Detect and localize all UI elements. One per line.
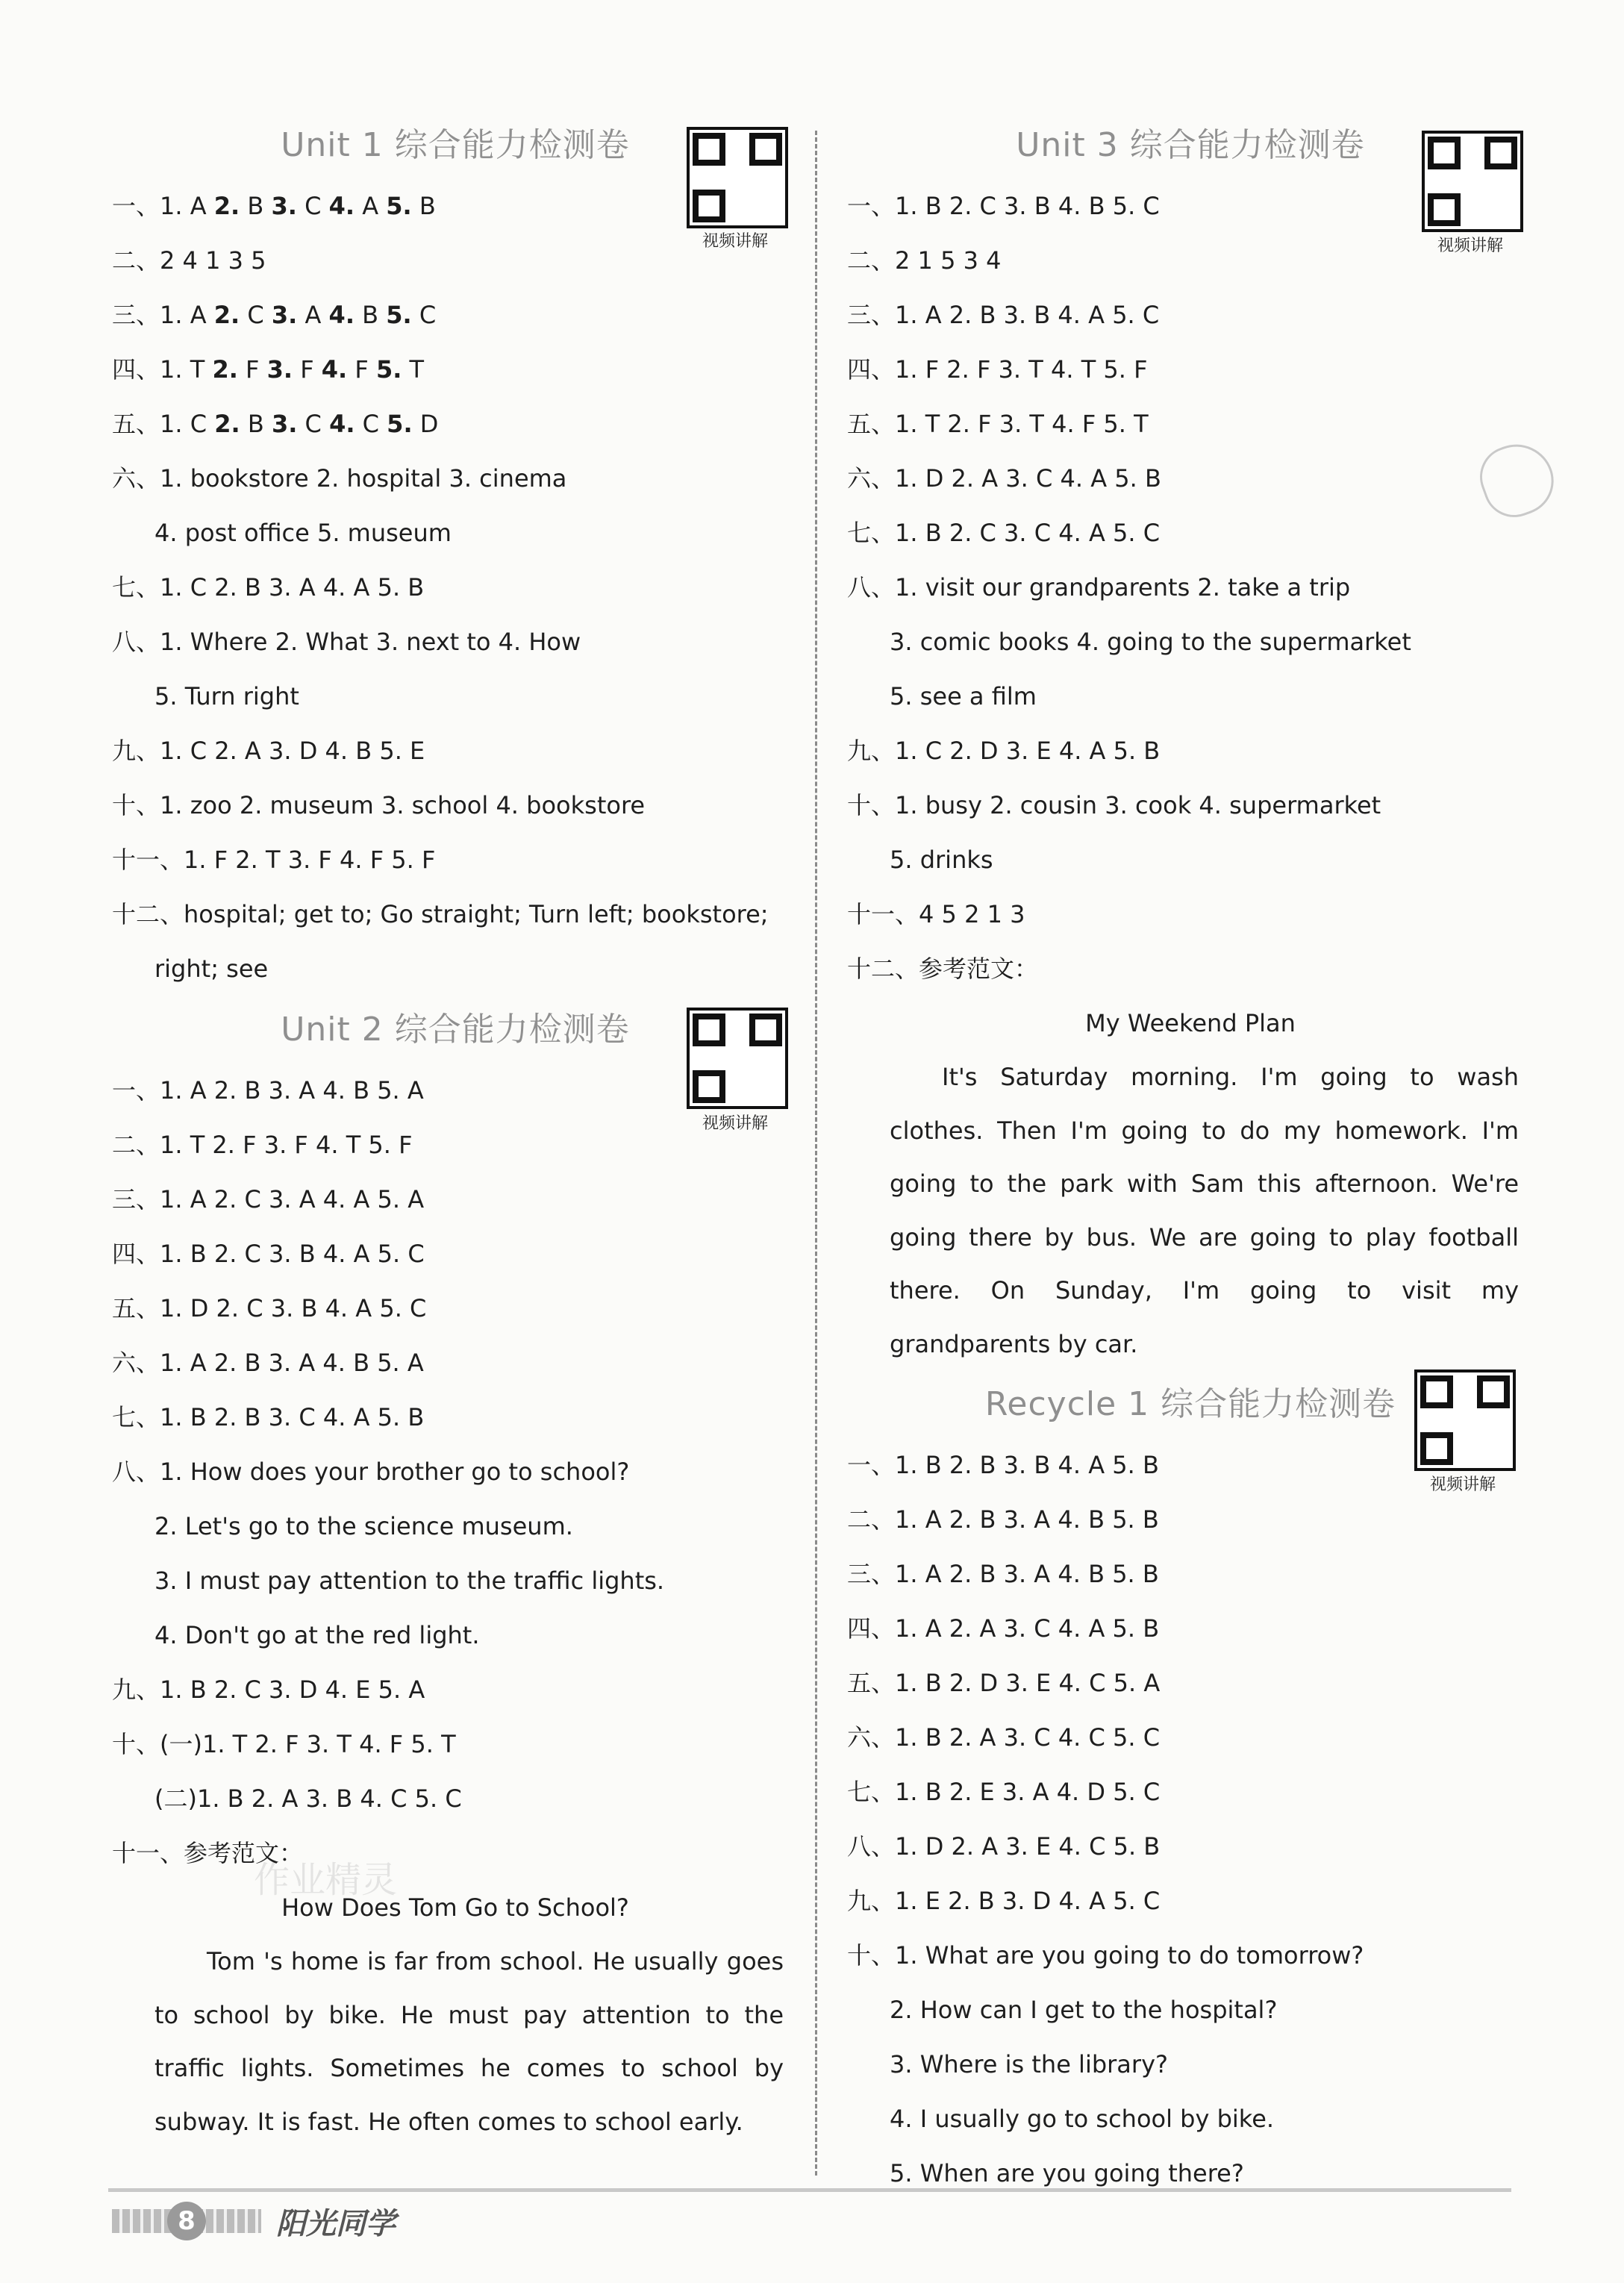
right-column [847, 112, 1534, 2201]
unit2-q4: 四、1. B 2. C 3. B 4. A 5. C [112, 1240, 425, 1268]
watermark: 作业精灵 [254, 1859, 398, 1901]
unit3-q8: 八、1. visit our grandparents 2. take a trip [847, 573, 1351, 602]
unit1-q1: 一、1. A 2. B 3. C 4. A 5. B [112, 192, 436, 220]
unit2-q9: 九、1. B 2. C 3. D 4. E 5. A [112, 1675, 425, 1704]
unit1-q6: 六、1. bookstore 2. hospital 3. cinema [112, 464, 567, 493]
unit2-title: Unit 2 综合能力检测卷 [281, 1011, 630, 1049]
unit1-q11: 十一、1. F 2. T 3. F 4. F 5. F [112, 846, 436, 874]
unit2-q11: 十一、参考范文： [112, 1839, 304, 1867]
unit1-q12-cont: right; see [154, 955, 269, 983]
recycle1-q10-3: 3. Where is the library? [890, 2050, 1168, 2079]
unit1-q2: 二、2 4 1 3 5 [112, 246, 266, 275]
unit2-q7: 七、1. B 2. B 3. C 4. A 5. B [112, 1403, 425, 1431]
unit2-q10a: 十、(一)1. T 2. F 3. T 4. F 5. T [112, 1730, 456, 1758]
unit2-qr-caption: 视频讲解 [702, 1114, 768, 1133]
recycle1-qr-caption: 视频讲解 [1429, 1475, 1496, 1494]
unit3-q8-cont2: 5. see a film [890, 682, 1037, 710]
recycle1-q3: 三、1. A 2. B 3. A 4. B 5. B [847, 1560, 1159, 1588]
unit3-q1: 一、1. B 2. C 3. B 4. B 5. C [847, 192, 1160, 220]
unit2-q8-2: 2. Let's go to the science museum. [154, 1512, 573, 1540]
unit2-q2: 二、1. T 2. F 3. F 4. T 5. F [112, 1131, 413, 1159]
unit2-q8-4: 4. Don't go at the red light. [154, 1621, 480, 1649]
recycle1-q10-1: 十、1. What are you going to do tomorrow? [847, 1941, 1364, 1970]
unit2-q8-3: 3. I must pay attention to the traffic lights. [154, 1567, 665, 1595]
unit3-q10: 十、1. busy 2. cousin 3. cook 4. supermarket [847, 791, 1381, 819]
unit1-q3: 三、1. A 2. C 3. A 4. B 5. C [112, 301, 437, 329]
unit1-q6-cont: 4. post office 5. museum [154, 519, 452, 547]
recycle1-q1: 一、1. B 2. B 3. B 4. A 5. B [847, 1451, 1159, 1479]
unit3-qr-caption: 视频讲解 [1437, 237, 1503, 255]
unit1-q9: 九、1. C 2. A 3. D 4. B 5. E [112, 737, 425, 765]
unit1-qr-caption: 视频讲解 [702, 232, 768, 251]
unit2-q6: 六、1. A 2. B 3. A 4. B 5. A [112, 1349, 424, 1377]
recycle1-qr-code[interactable] [1414, 1370, 1516, 1471]
unit2-q8-1: 八、1. How does your brother go to school? [112, 1458, 630, 1486]
unit3-title: Unit 3 综合能力检测卷 [1016, 126, 1365, 164]
recycle1-q10-5: 5. When are you going there? [890, 2159, 1244, 2187]
unit2-q3: 三、1. A 2. C 3. A 4. A 5. A [112, 1185, 425, 1214]
unit1-q4: 四、1. T 2. F 3. F 4. F 5. T [112, 355, 425, 384]
page-number-badge [112, 2202, 261, 2240]
unit3-q8-cont1: 3. comic books 4. going to the supermarket [890, 628, 1411, 656]
recycle1-q5: 五、1. B 2. D 3. E 4. C 5. A [847, 1669, 1161, 1697]
recycle1-q10-4: 4. I usually go to school by bike. [890, 2105, 1275, 2133]
unit2-essay-title: How Does Tom Go to School? [281, 1893, 629, 1922]
unit1-q5: 五、1. C 2. B 3. C 4. C 5. D [112, 410, 439, 438]
unit2-essay: Tom 's home is far from school. He usually goes to school by bike. He must pay attention to the traffic lights. Sometimes he comes to school by subway. It is fast. He often comes to school early. [154, 1947, 784, 2136]
unit1-qr-code[interactable] [687, 127, 788, 228]
unit1-q7: 七、1. C 2. B 3. A 4. A 5. B [112, 573, 425, 602]
unit3-q4: 四、1. F 2. F 3. T 4. T 5. F [847, 355, 1148, 384]
recycle1-q8: 八、1. D 2. A 3. E 4. C 5. B [847, 1832, 1161, 1861]
unit3-q6: 六、1. D 2. A 3. C 4. A 5. B [847, 464, 1161, 493]
unit3-q7: 七、1. B 2. C 3. C 4. A 5. C [847, 519, 1161, 547]
unit2-q1: 一、1. A 2. B 3. A 4. B 5. A [112, 1076, 424, 1105]
unit1-q12: 十二、hospital; get to; Go straight; Turn left; bookstore; [112, 900, 769, 928]
recycle1-q10-2: 2. How can I get to the hospital? [890, 1996, 1278, 2024]
unit1-q8-cont: 5. Turn right [154, 682, 299, 710]
unit3-q11: 十一、4 5 2 1 3 [847, 900, 1025, 928]
unit2-qr-code[interactable] [687, 1008, 788, 1109]
unit3-q5: 五、1. T 2. F 3. T 4. F 5. T [847, 410, 1149, 438]
unit1-q10: 十、1. zoo 2. museum 3. school 4. bookstore [112, 791, 646, 819]
brand-logo: 阳光同学 [276, 2207, 396, 2241]
recycle1-q2: 二、1. A 2. B 3. A 4. B 5. B [847, 1505, 1159, 1534]
unit3-essay-title: My Weekend Plan [1085, 1009, 1296, 1037]
unit3-q2: 二、2 1 5 3 4 [847, 246, 1002, 275]
recycle1-q4: 四、1. A 2. A 3. C 4. A 5. B [847, 1614, 1160, 1643]
unit3-q9: 九、1. C 2. D 3. E 4. A 5. B [847, 737, 1161, 765]
unit3-essay: It's Saturday morning. I'm going to wash clothes. Then I'm going to do my homework. I'm going to the park with Sam this afternoon. We're going there by bus. We are going to play football there. On Sunday, I'm going to visit my grandparents by car. [890, 1063, 1519, 1358]
unit3-qr-code[interactable] [1422, 131, 1523, 232]
unit3-q3: 三、1. A 2. B 3. B 4. A 5. C [847, 301, 1160, 329]
recycle1-title: Recycle 1 综合能力检测卷 [984, 1385, 1396, 1423]
unit3-q10-cont: 5. drinks [890, 846, 993, 874]
unit3-q12: 十二、参考范文： [847, 955, 1039, 983]
recycle1-q7: 七、1. B 2. E 3. A 4. D 5. C [847, 1778, 1161, 1806]
unit1-title: Unit 1 综合能力检测卷 [281, 126, 630, 164]
page-number: 8 [167, 2202, 206, 2240]
unit2-q5: 五、1. D 2. C 3. B 4. A 5. C [112, 1294, 427, 1322]
unit1-q8: 八、1. Where 2. What 3. next to 4. How [112, 628, 581, 656]
column-divider [815, 131, 817, 2176]
recycle1-q6: 六、1. B 2. A 3. C 4. C 5. C [847, 1723, 1161, 1752]
recycle1-q9: 九、1. E 2. B 3. D 4. A 5. C [847, 1887, 1161, 1915]
unit2-q10b: (二)1. B 2. A 3. B 4. C 5. C [154, 1784, 462, 1813]
footer-rule [108, 2188, 1511, 2192]
